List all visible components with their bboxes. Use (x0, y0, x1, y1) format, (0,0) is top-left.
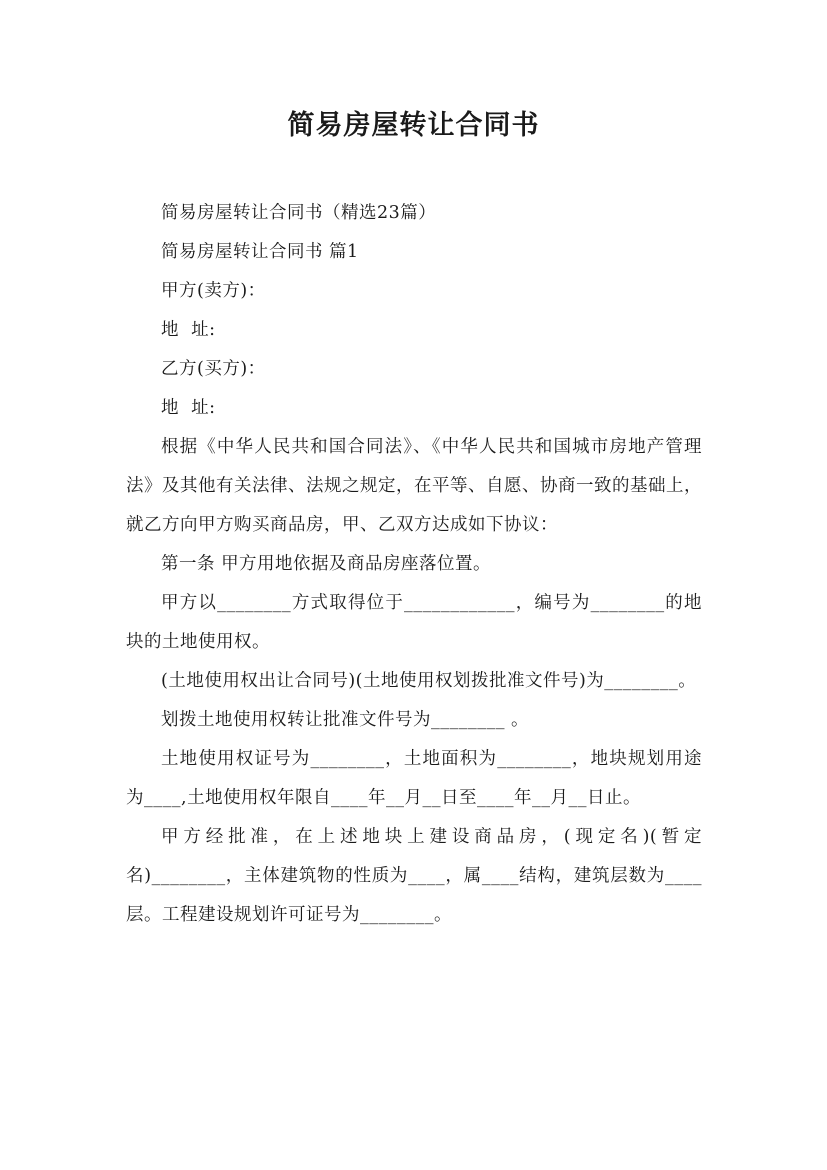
paragraph-land-acquisition: 甲方以________方式取得位于____________，编号为________的地块的土地使用权。 (126, 593, 702, 652)
paragraph-party-b: 乙方(买方)： (161, 359, 266, 379)
paragraph-transfer-approval: 划拨土地使用权转让批准文件号为________ 。 (161, 710, 530, 730)
paragraph-party-a-address: 地 址: (161, 320, 216, 340)
paragraph-subtitle: 简易房屋转让合同书（精选23篇） (161, 203, 437, 223)
paragraph-preamble: 根据《中华人民共和国合同法》、《中华人民共和国城市房地产管理法》及其他有关法律、法规之规定，在平等、自愿、协商一致的基础上，就乙方向甲方购买商品房，甲、乙双方达成如下协议： (126, 437, 702, 535)
paragraph-article-1: 第一条 甲方用地依据及商品房座落位置。 (161, 554, 492, 574)
paragraph-section-heading: 简易房屋转让合同书 篇1 (161, 242, 359, 262)
document-body (126, 194, 702, 935)
document-title: 简易房屋转让合同书 (287, 110, 540, 141)
paragraph-party-b-address: 地 址: (161, 398, 216, 418)
paragraph-contract-number: (土地使用权出让合同号)(土地使用权划拨批准文件号)为________。 (161, 671, 697, 691)
paragraph-party-a: 甲方(卖方)： (161, 281, 266, 301)
paragraph-construction: 甲方经批准，在上述地块上建设商品房，(现定名)(暂定名)________，主体建筑物的性质为____，属____结构，建筑层数为____层。工程建设规划许可证号为________。 (126, 827, 702, 925)
paragraph-land-certificate: 土地使用权证号为________，土地面积为________，地块规划用途为____,土地使用权年限自____年__月__日至____年__月__日止。 (126, 749, 702, 808)
